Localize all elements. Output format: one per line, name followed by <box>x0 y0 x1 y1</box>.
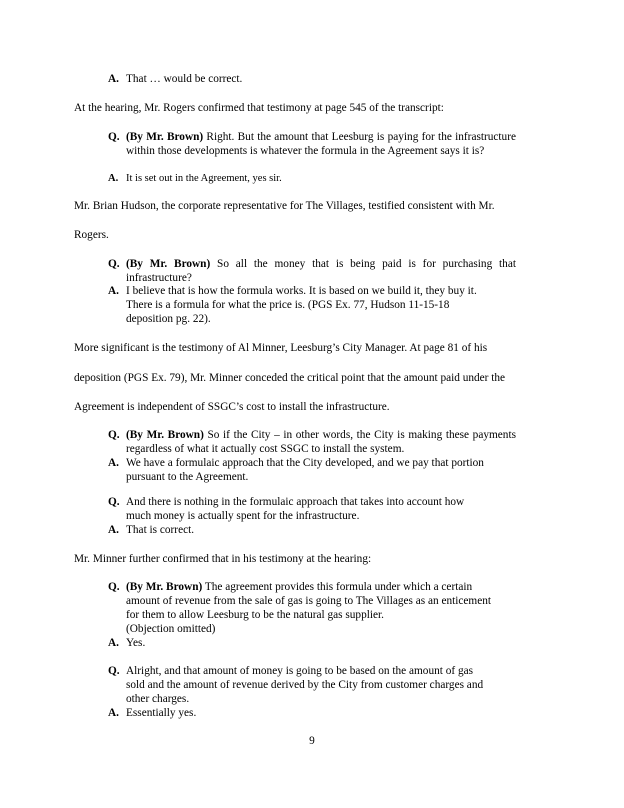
speaker: (By Mr. Brown) <box>126 131 204 143</box>
answer-text: It is set out in the Agreement, yes sir. <box>126 173 282 184</box>
paragraph-minner-hearing: Mr. Minner further confirmed that in his testimony at the hearing: <box>74 553 372 565</box>
question-line: (Objection omitted) <box>126 623 216 635</box>
answer-line: I believe that is how the formula works. It is based on we build it, they buy it. <box>126 285 477 297</box>
question-text <box>126 257 516 285</box>
speaker: (By Mr. Brown) <box>126 581 203 593</box>
question-line: other charges. <box>126 693 190 705</box>
question-3 <box>108 428 516 456</box>
answer-line: pursuant to the Agreement. <box>126 471 249 483</box>
question-line: And there is nothing in the formulaic approach that takes into account how <box>126 496 465 508</box>
answer-text <box>126 284 516 326</box>
answer-label: A. <box>108 73 119 85</box>
paragraph-rogers-hearing: At the hearing, Mr. Rogers confirmed that testimony at page 545 of the transcript: <box>74 102 444 114</box>
answer-2 <box>108 172 516 186</box>
answer-text: That is correct. <box>126 524 195 536</box>
answer-text <box>126 456 516 484</box>
question-line: sold and the amount of revenue derived by the City from customer charges and <box>126 679 484 691</box>
answer-3 <box>108 284 516 326</box>
question-label: Q. <box>108 665 120 677</box>
question-body: So if the City – in other words, the City is making these payments regardless of what it actually cost SSGC to install the system. <box>126 429 516 455</box>
question-line: Alright, and that amount of money is going to be based on the amount of gas <box>126 665 474 677</box>
question-2 <box>108 257 516 285</box>
question-text <box>126 495 516 523</box>
answer-line: We have a formulaic approach that the City developed, and we pay that portion <box>126 457 484 469</box>
answer-label: A. <box>108 637 119 649</box>
answer-5 <box>108 523 516 537</box>
question-line: amount of revenue from the sale of gas is going to The Villages as an enticement <box>126 595 492 607</box>
answer-6 <box>108 636 516 650</box>
question-1 <box>108 130 516 158</box>
question-text <box>126 428 516 456</box>
answer-1 <box>108 72 516 86</box>
question-text <box>126 130 516 158</box>
paragraph-deposition: deposition (PGS Ex. 79), Mr. Minner conceded the critical point that the amount paid under the <box>74 372 506 384</box>
question-4 <box>108 495 516 523</box>
answer-label: A. <box>108 285 119 297</box>
question-text <box>126 580 516 636</box>
answer-label: A. <box>108 173 119 184</box>
question-line: much money is actually spent for the infrastructure. <box>126 510 360 522</box>
question-body: The agreement provides this formula under which a certain <box>202 581 473 593</box>
paragraph-hudson: Mr. Brian Hudson, the corporate representative for The Villages, testified consistent with Mr. <box>74 200 495 212</box>
question-body: So all the money that is being paid is for purchasing that infrastructure? <box>126 258 516 284</box>
question-text <box>126 664 516 706</box>
paragraph-minner: More significant is the testimony of Al Minner, Leesburg’s City Manager. At page 81 of his <box>74 342 488 354</box>
question-5 <box>108 580 516 636</box>
question-6 <box>108 664 516 706</box>
question-label: Q. <box>108 429 120 441</box>
answer-label: A. <box>108 524 119 536</box>
question-label: Q. <box>108 496 120 508</box>
question-label: Q. <box>108 581 120 593</box>
answer-7 <box>108 706 516 720</box>
answer-4 <box>108 456 516 484</box>
page-number: 9 <box>309 735 315 747</box>
answer-text: Yes. <box>126 637 146 649</box>
question-label: Q. <box>108 258 120 270</box>
answer-label: A. <box>108 457 119 469</box>
paragraph-rogers: Rogers. <box>74 229 109 241</box>
answer-line: deposition pg. 22). <box>126 313 211 325</box>
answer-text: That … would be correct. <box>126 73 243 85</box>
question-line <box>126 580 516 594</box>
question-body: Right. But the amount that Leesburg is paying for the infrastructure within those developments is whatever the formula in the Agreement says it is? <box>126 131 516 157</box>
question-line: for them to allow Leesburg to be the natural gas supplier. <box>126 609 384 621</box>
answer-line: There is a formula for what the price is. (PGS Ex. 77, Hudson 11-15-18 <box>126 299 450 311</box>
answer-text: Essentially yes. <box>126 707 197 719</box>
speaker: (By Mr. Brown) <box>126 429 204 441</box>
answer-label: A. <box>108 707 119 719</box>
question-label: Q. <box>108 131 120 143</box>
speaker: (By Mr. Brown) <box>126 258 211 270</box>
paragraph-agreement: Agreement is independent of SSGC’s cost to install the infrastructure. <box>74 401 390 413</box>
